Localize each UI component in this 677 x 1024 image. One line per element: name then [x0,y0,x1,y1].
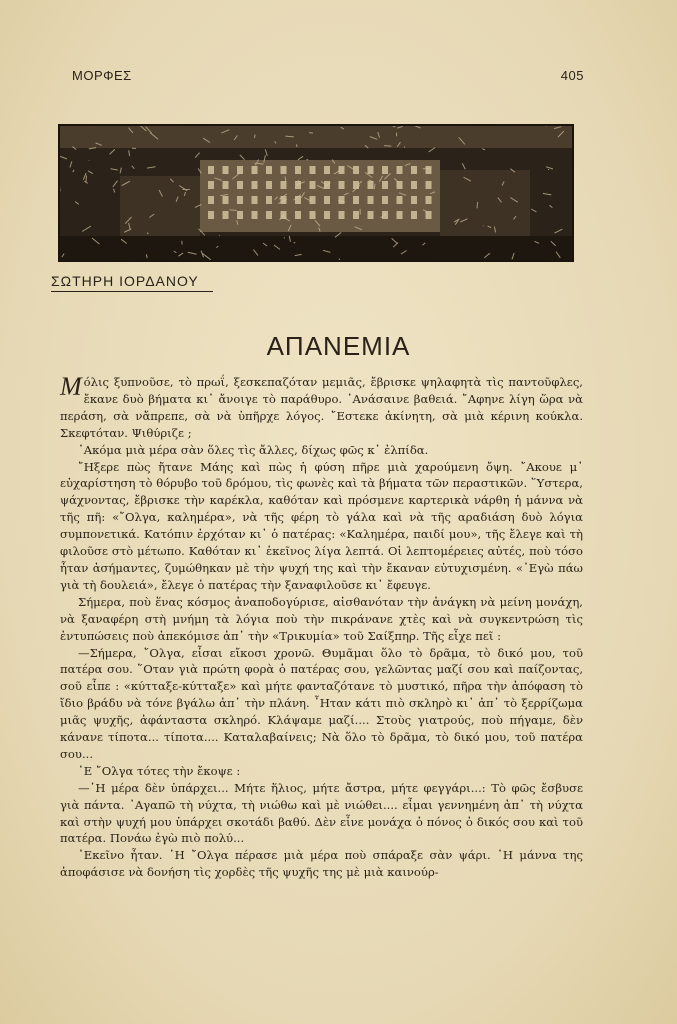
running-header [72,68,584,86]
paragraph-4: Σήμερα, ποὺ ἕνας κόσμος ἀναποδογύρισε, αἰσθανόταν τὴν ἀνάγκη νὰ μείνη μονάχη, νὰ ξαναφέρη στὴ μνήμη τὰ λόγια ποὺ τὴν πικράνανε χτὲς καὶ νὰ συγκεντρώση τὶς ἐντυπώσεις ποὺ ἀπεκόμισε ἀπ᾽ τὴν «Τρικυμία» τοῦ Σαίξπηρ. Τῆς εἶχε πεῖ : [60,594,583,643]
page-number: 405 [560,68,584,83]
paragraph-1 [60,374,583,442]
paragraph-5: —Σήμερα, ῎Ολγα, εἶσαι εἴκοσι χρονῶ. Θυμᾶμαι ὅλο τὸ δρᾶμα, τὸ δικό μου, τοῦ πατέρα σου. ῞Οταν γιὰ πρώτη φορὰ ὁ πατέρας σου, γελῶντας μαζί σου καὶ παίζοντας, σοῦ εἶπε : «κύτταξε-κύτταξε» καὶ μήτε φανταζότανε τὸ μυστικό, πῆρα τὴν ἀπόφαση τὸ ἴδιο βράδυ νὰ τόνε βγάλω ἀπ᾽ τὴν πλάνη. ῏Ηταν κάτι πιὸ σκληρὸ κι᾽ ἀπ᾽ τὸ ξερρίζωμα μιᾶς ψυχῆς, ἀφάνταστα σκληρό. Κλάψαμε μαζί.... Στοὺς γιατρούς, ποὺ πήγαμε, δὲν κάνανε τίποτα... τίποτα.... Καταλαβαίνεις; Νὰ ὅλο τὸ δρᾶμα, τὸ δικό μου, τοῦ πατέρα σου... [60,645,583,761]
author-byline: ΣΩΤΗΡΗ ΙΟΡΔΑΝΟΥ [51,273,213,292]
paragraph-3: ῎Ηξερε πὼς ἤτανε Μάης καὶ πὼς ἡ φύση πῆρε μιὰ χαρούμενη ὄψη. ῎Ακουε μ᾽ εὐχαρίστηση τὸ θόρυβο τοῦ δρόμου, τὶς φωνὲς καὶ τὰ βήματα τῶν περαστικῶν. ῞Υστερα, ψάχνοντας, ἔβρισκε τὴν καρέκλα, καθόταν καὶ πρόσμενε καρτερικὰ νάρθη ἡ μάννα νὰ τῆς πῆ: «῎Ολγα, καλημέρα», νὰ τῆς φέρη τὸ γάλα καὶ νὰ τῆς αραδιάση δυὸ λόγια συμπονετικά. Κατόπιν ἐρχόταν κι᾽ ὁ πατέρας: «Καλημέρα, παιδί μου», τῆς ἔλεγε καὶ τὴ φιλοῦσε στὸ μέτωπο. Καθόταν κι᾽ ἐκεῖνος λίγα λεπτά. Οἱ λεπτομέρειες αὐτές, ποὺ τόσο ἦταν ἀσήμαντες, ζυμώθηκαν μὲ τὴν ψυχή της καὶ τὴν ἔκαναν εὐτυχισμένη. «᾿Εγὼ πάω γιὰ τὴ δουλειά», ἔλεγε ὁ πατέρας τὴν ξαναφιλοῦσε κι᾽ ἔφευγε. [60,459,583,592]
paragraph-7: —῾Η μέρα δὲν ὑπάρχει... Μήτε ἥλιος, μήτε ἄστρα, μήτε φεγγάρι...: Τὸ φῶς ἔσβυσε γιὰ πάντα. ᾿Αγαπῶ τὴ νύχτα, τὴ νιώθω καὶ μὲ νιώθει.... εἶμαι γεννημένη ἀπ᾽ τὴ νύχτα καὶ στὴν ψυχή μου ὑπάρχει σκοτάδι βαθύ. Δὲν εἶνε μονάχα ὁ πόνος ὁ δικός σου καὶ τοῦ πατέρα. Πονάω ἐγὼ πιὸ πολύ... [60,780,583,846]
journal-name: ΜΟΡΦΕΣ [72,68,132,83]
paragraph-8: ᾿Εκεῖνο ἦταν. ῾Η ῎Ολγα πέρασε μιὰ μέρα ποὺ σπάραξε σὰν ψάρι. ῾Η μάννα της ἀποφάσισε νὰ δονήση τὶς χορδὲς τῆς ψυχῆς της μὲ μιὰ καινούρ- [60,848,583,880]
article-body [60,374,583,881]
paragraph-1-text: όλις ξυπνοῦσε, τὸ πρωΐ, ξεσκεπαζόταν μεμιᾶς, ἔβρισκε ψηλαφητὰ τὶς παντοῦφλες, ἔκανε δυὸ βήματα κι᾽ ἄνοιγε τὸ παράθυρο. ᾿Ανάσαινε βαθειά. ῎Αφηνε λίγη ὥρα νὰ περάση, σὰ νἄπρεπε, σὰ νὰ ὑπῆρχε λόγος. ῎Εστεκε ἀκίνητη, σὰ μιὰ κέρινη κούκλα. Σκεφτόταν. Ψιθύριζε ; [60,375,583,440]
paragraph-6: ῾Ε ῎Ολγα τότες τὴν ἔκοψε : [78,763,241,778]
article-title: ΑΠΑΝΕΜΙΑ [266,331,411,362]
drop-cap: Μ [60,372,82,401]
paragraph-2: ᾿Ακόμα μιὰ μέρα σὰν ὅλες τὶς ἄλλες, δίχως φῶς κ᾽ ἐλπίδα. [78,442,429,457]
woodcut-image [60,126,572,260]
woodcut-cityscape-illustration [58,124,574,262]
